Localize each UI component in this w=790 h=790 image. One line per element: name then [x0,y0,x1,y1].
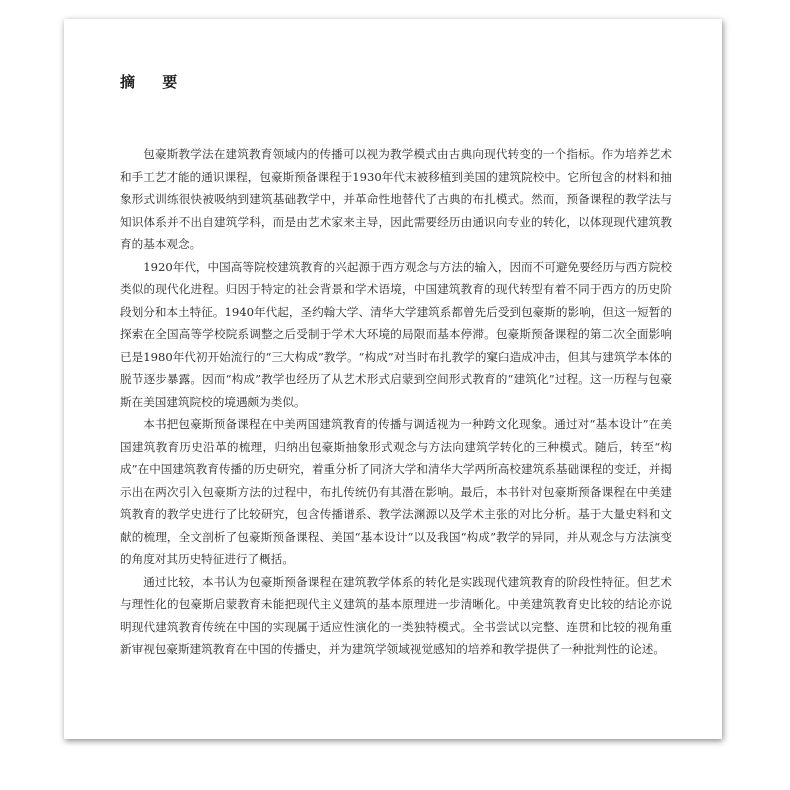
abstract-paragraph-1: 包豪斯教学法在建筑教育领域内的传播可以视为教学模式由古典向现代转变的一个指标。作为培养艺术和手工艺才能的通识课程，包豪斯预备课程于1930年代末被移植到美国的建筑院校中。它所包含的材料和抽象形式训练很快被吸纳到建筑基础教学中，并革命性地替代了古典的布扎模式。然而，预备课程的教学法与知识体系并不出自建筑学科，而是由艺术家来主导，因此需要经历由通识向专业的转化，以体现现代建筑教育的基本观念。 [120,147,672,251]
abstract-paragraph-4: 通过比较，本书认为包豪斯预备课程在建筑教学体系的转化是实践现代建筑教育的阶段性特征。但艺术与理性化的包豪斯启蒙教育未能把现代主义建筑的基本原理进一步清晰化。中美建筑教育史比较的结论亦说明现代建筑教育传统在中国的实现属于适应性演化的一类独特模式。全书尝试以完整、连贯和比较的视角重新审视包豪斯建筑教育在中国的传播史，并为建筑学领域视觉感知的培养和教学提供了一种批判性的论述。 [120,574,672,656]
abstract-paragraph-3: 本书把包豪斯预备课程在中美两国建筑教育的传播与调适视为一种跨文化现象。通过对“基本设计”在美国建筑教育历史沿革的梳理，归纳出包豪斯抽象形式观念与方法向建筑学转化的三种模式。随后，转至“构成”在中国建筑教育传播的历史研究，着重分析了同济大学和清华大学两所高校建筑系基础课程的变迁，并揭示出在两次引入包豪斯方法的过程中，布扎传统仍有其潜在影响。最后，本书针对包豪斯预备课程在中美建筑教育的教学史进行了比较研究，包含传播谱系、教学法渊源以及学术主张的对比分析。基于大量史料和文献的梳理，全文剖析了包豪斯预备课程、美国“基本设计”以及我国“构成”教学的异同，并从观念与方法演变的角度对其历史特征进行了概括。 [120,417,672,566]
document-page [64,19,722,739]
abstract-body [120,143,672,661]
abstract-paragraph-2: 1920年代，中国高等院校建筑教育的兴起源于西方观念与方法的输入，因而不可避免要经历与西方院校类似的现代化进程。归因于特定的社会背景和学术语境，中国建筑教育的现代转型有着不同于西方的历史阶段划分和本土特征。1940年代起，圣约翰大学、清华大学建筑系都曾先后受到包豪斯的影响，但这一短暂的探索在全国高等学校院系调整之后受制于学术大环境的局限而基本停滞。包豪斯预备课程的第二次全面影响已是1980年代初开始流行的“三大构成”教学。“构成”对当时布扎教学的窠臼造成冲击，但其与建筑学本体的脱节逐步暴露。因而“构成”教学也经历了从艺术形式启蒙到空间形式教育的“建筑化”过程。这一历程与包豪斯在美国建筑院校的境遇颇为类似。 [120,259,672,409]
abstract-title: 摘 要 [120,73,189,91]
